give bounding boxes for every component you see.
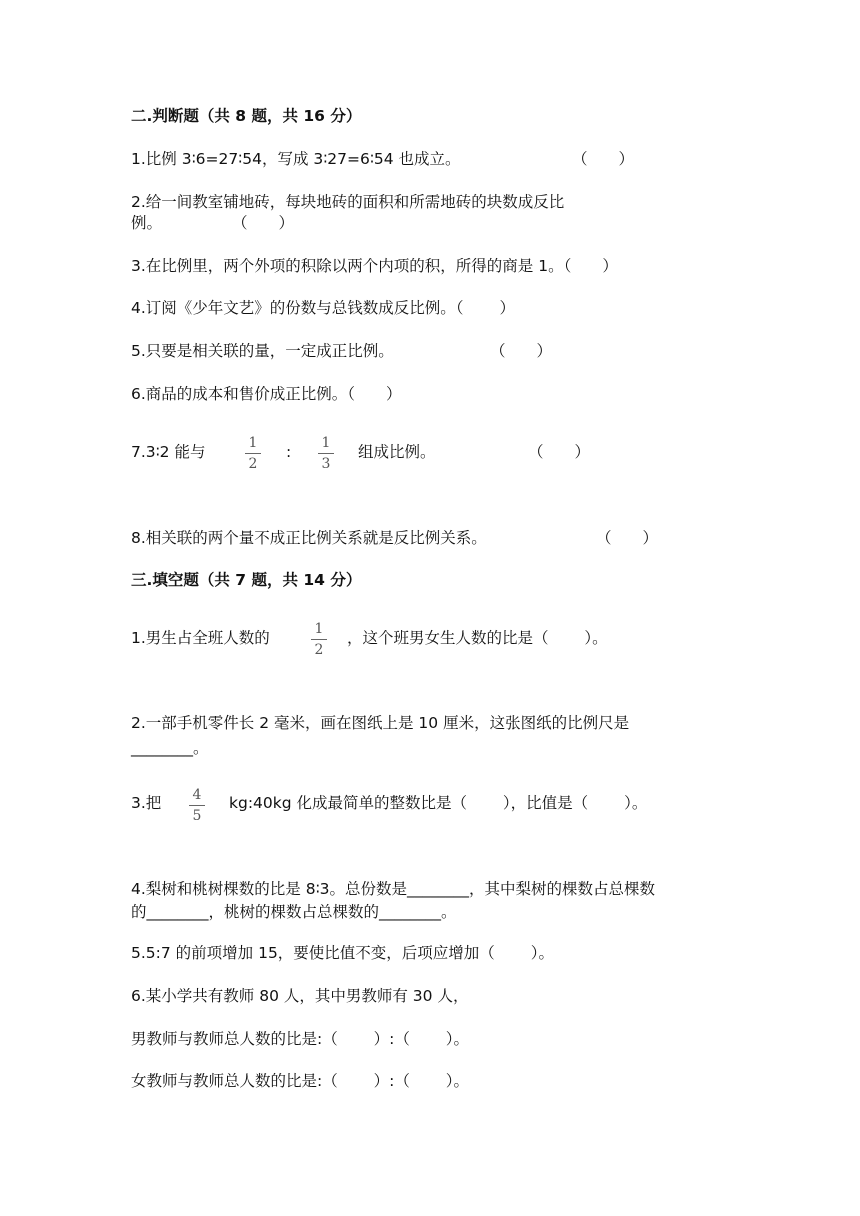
s2-q6: 6.商品的成本和售价成正比例。（ ）	[131, 385, 402, 403]
s3-q3-start: 3.把	[131, 794, 162, 812]
fraction-bar	[318, 453, 334, 454]
s2-q1-answer-paren: （ ）	[572, 150, 635, 168]
s3-q1-end: ，这个班男女生人数的比是（ ）。	[347, 629, 608, 647]
s3-q4-line2: 的________，桃树的棵数占总棵数的________。	[131, 903, 457, 921]
s2-q5: 5.只要是相关联的量，一定成正比例。	[131, 342, 394, 360]
s2-q1: 1.比例 3∶6=27∶54，写成 3∶27=6∶54 也成立。	[131, 150, 461, 168]
fraction-bar	[189, 805, 205, 806]
s3-q2-line1: 2.一部手机零件长 2 毫米，画在图纸上是 10 厘米，这张图纸的比例尺是	[131, 714, 630, 732]
s2-q7-ratio-colon: :	[286, 443, 292, 461]
s3-q2-line2: ________。	[131, 739, 209, 757]
s2-q2-line2: 例。	[131, 214, 163, 232]
fraction-denominator: 2	[314, 642, 324, 658]
s2-q3: 3.在比例里，两个外项的积除以两个内项的积，所得的商是 1。（ ）	[131, 257, 618, 275]
fraction-numerator: 1	[314, 621, 324, 637]
s3-q6-line1: 6.某小学共有教师 80 人，其中男教师有 30 人，	[131, 987, 469, 1005]
s3-q5: 5.5:7 的前项增加 15，要使比值不变，后项应增加（ ）。	[131, 944, 554, 962]
s2-q7-fraction-1	[243, 435, 263, 472]
s3-q3-end: kg:40kg 化成最简单的整数比是（ ），比值是（ ）。	[229, 794, 648, 812]
s3-q3-fraction	[187, 787, 207, 824]
s2-q2-answer-paren: （ ）	[232, 214, 295, 232]
fraction-numerator: 1	[321, 435, 331, 451]
section3-heading: 三.填空题（共 7 题，共 14 分）	[131, 571, 362, 589]
fraction-denominator: 5	[192, 808, 202, 824]
section2-heading: 二.判断题（共 8 题，共 16 分）	[131, 107, 362, 125]
s2-q4: 4.订阅《少年文艺》的份数与总钱数成反比例。（ ）	[131, 299, 515, 317]
s3-q1-start: 1.男生占全班人数的	[131, 629, 270, 647]
fraction-numerator: 4	[192, 787, 202, 803]
s3-q6-line2: 男教师与教师总人数的比是:（ ）:（ ）。	[131, 1030, 470, 1048]
s2-q7-start: 7.3∶2 能与	[131, 443, 206, 461]
s2-q2-line1: 2.给一间教室铺地砖，每块地砖的面积和所需地砖的块数成反比	[131, 193, 565, 211]
s2-q7-fraction-2	[316, 435, 336, 472]
s3-q6-line3: 女教师与教师总人数的比是:（ ）:（ ）。	[131, 1072, 470, 1090]
fraction-denominator: 3	[321, 456, 331, 472]
fraction-denominator: 2	[248, 456, 258, 472]
s2-q7-answer-paren: （ ）	[528, 443, 591, 461]
s2-q8: 8.相关联的两个量不成正比例关系就是反比例关系。	[131, 529, 487, 547]
s2-q7-end: 组成比例。	[358, 443, 436, 461]
s2-q8-answer-paren: （ ）	[596, 529, 659, 547]
fraction-bar	[311, 639, 327, 640]
s3-q1-fraction	[309, 621, 329, 658]
fraction-numerator: 1	[248, 435, 258, 451]
fraction-bar	[245, 453, 261, 454]
s2-q5-answer-paren: （ ）	[490, 342, 553, 360]
s3-q4-line1: 4.梨树和桃树棵数的比是 8∶3。总份数是________，其中梨树的棵数占总棵数	[131, 880, 655, 898]
